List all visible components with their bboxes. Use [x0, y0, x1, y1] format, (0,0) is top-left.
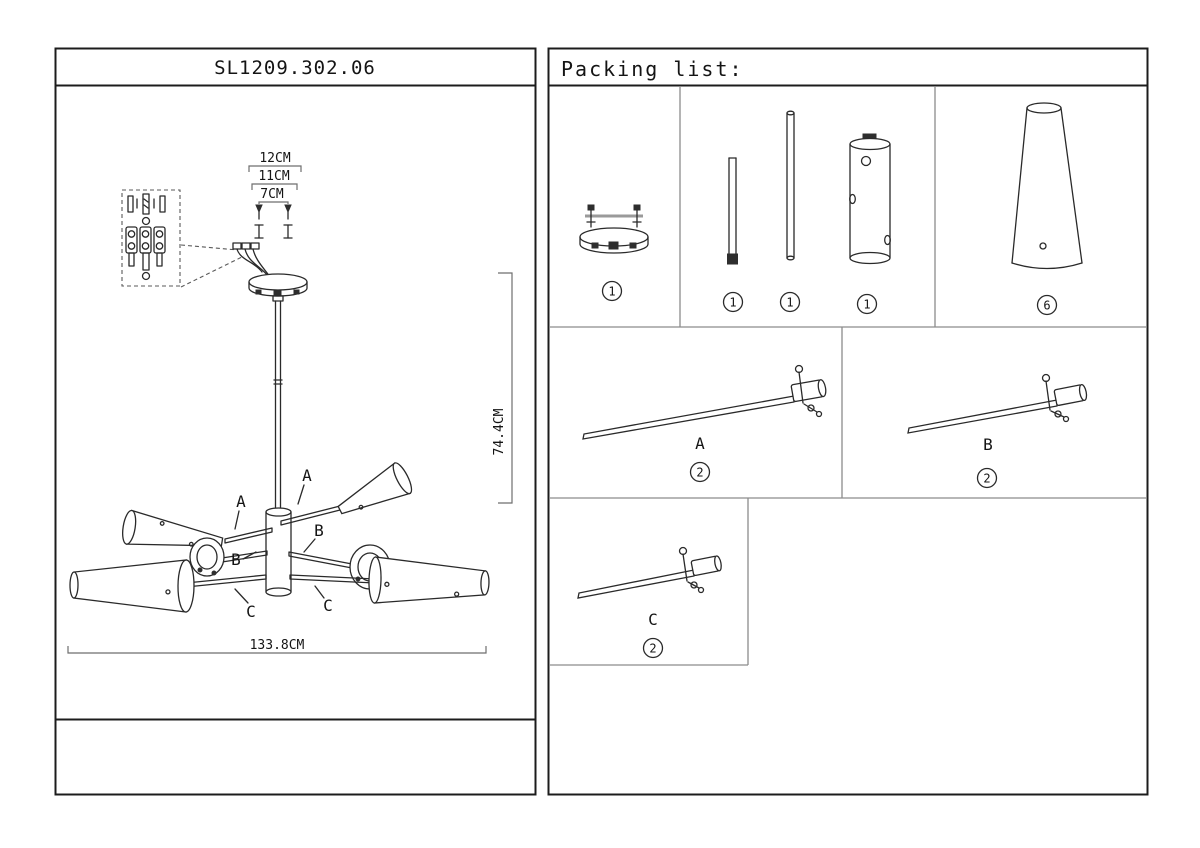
- label-arm-b: B: [231, 550, 241, 569]
- svg-text:1: 1: [608, 284, 616, 299]
- packing-list-panel: [549, 49, 1148, 795]
- expansion-screw-icon: [255, 205, 292, 238]
- arm-letter-labels: [231, 466, 333, 621]
- callout-leader-line: [181, 245, 238, 250]
- qty-badge: [1038, 296, 1057, 315]
- callout-leader-line: [181, 256, 244, 287]
- label-arm-a: A: [236, 492, 246, 511]
- svg-text:1: 1: [786, 295, 794, 310]
- dim-width: 133.8CM: [249, 638, 305, 653]
- svg-text:1: 1: [729, 295, 737, 310]
- part-canopy: [580, 205, 648, 301]
- qty-badge: [858, 295, 877, 314]
- width-dimension: [68, 638, 486, 653]
- qty-badge: [724, 293, 743, 312]
- label-arm-a: A: [302, 466, 312, 485]
- part-arm-b: [908, 375, 1088, 488]
- part-arm-a: [583, 366, 827, 482]
- center-body-drawing: [266, 508, 291, 596]
- qty-badge: [691, 463, 710, 482]
- packing-label-b: B: [983, 435, 993, 454]
- height-dimension: [492, 273, 512, 503]
- left-panel: [56, 49, 536, 795]
- svg-text:2: 2: [983, 471, 991, 486]
- dim-height: 74.4CM: [492, 408, 507, 456]
- packing-label-c: C: [648, 610, 658, 629]
- packing-list-border: [549, 49, 1148, 795]
- svg-text:1: 1: [863, 297, 871, 312]
- label-arm-c: C: [323, 596, 333, 615]
- part-short-rod: [724, 158, 743, 312]
- canopy-drawing: [233, 243, 307, 296]
- left-panel-border: [56, 49, 536, 795]
- svg-text:2: 2: [649, 641, 657, 656]
- qty-badge: [644, 639, 663, 658]
- model-number: SL1209.302.06: [214, 57, 376, 79]
- part-arm-c: [578, 548, 722, 658]
- mounting-hardware-callout: [122, 190, 244, 287]
- svg-text:6: 6: [1043, 298, 1051, 313]
- part-long-rod: [781, 111, 800, 311]
- qty-badge: [978, 469, 997, 488]
- dim-11cm: 11CM: [258, 169, 290, 184]
- qty-badge: [603, 282, 622, 301]
- part-cone-shade: [1012, 103, 1082, 315]
- canopy-hole-dimensions: [249, 151, 301, 238]
- packing-list-header: Packing list:: [561, 57, 744, 81]
- packing-label-a: A: [695, 434, 705, 453]
- svg-text:2: 2: [696, 465, 704, 480]
- label-arm-c: C: [246, 602, 256, 621]
- part-center-body: [850, 134, 891, 314]
- dim-12cm: 12CM: [259, 151, 291, 166]
- label-arm-b: B: [314, 521, 324, 540]
- dim-7cm: 7CM: [260, 187, 284, 202]
- down-rod-drawing: [273, 296, 283, 512]
- qty-badge: [781, 293, 800, 312]
